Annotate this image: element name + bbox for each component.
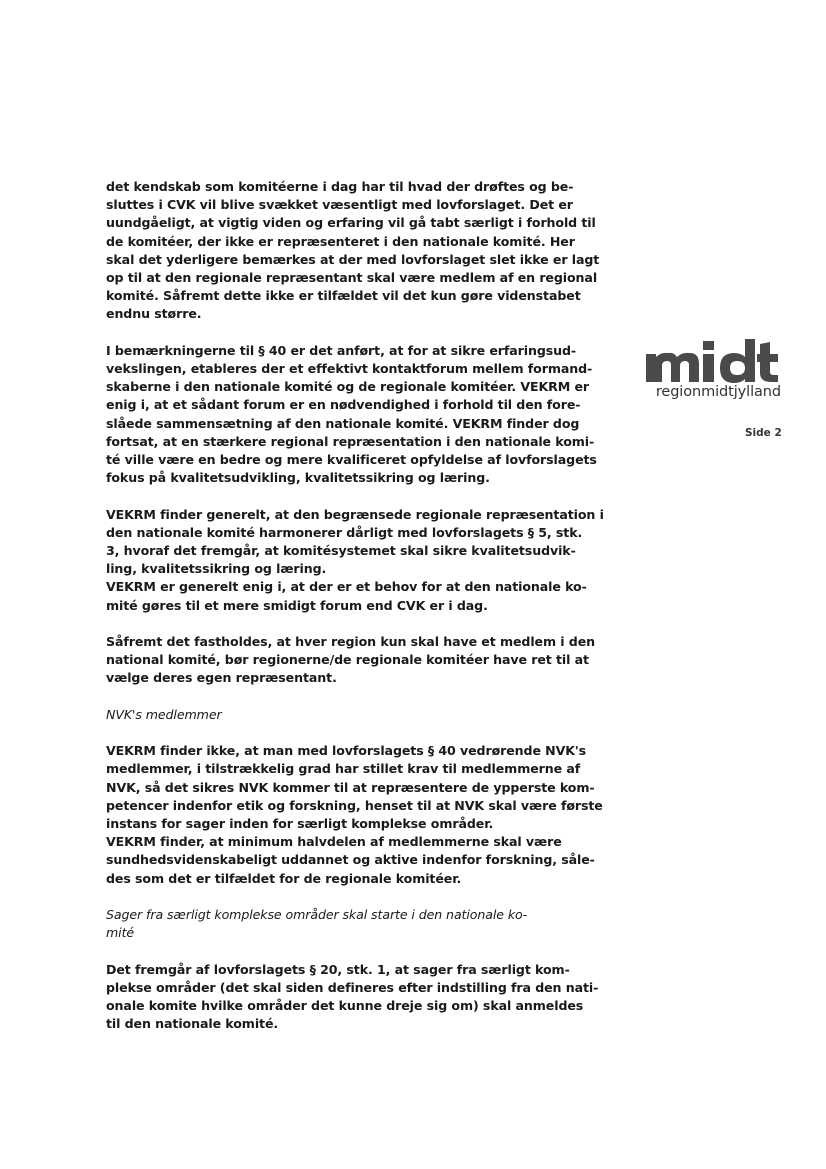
text-line: VEKRM er generelt enig i, at der er et behov for at den nationale ko- [106, 579, 587, 595]
text-line: fokus på kvalitetsudvikling, kvalitetssikring og læring. [106, 470, 490, 486]
heading-line: Sager fra særligt komplekse områder skal starte i den nationale ko- [106, 907, 528, 923]
text-line: VEKRM finder generelt, at den begrænsede regionale repræsentation i [106, 506, 604, 522]
text-line: VEKRM finder ikke, at man med lovforslagets § 40 vedrørende NVK's [106, 743, 587, 759]
text-line: onale komite hvilke områder det kunne dreje sig om) skal anmeldes [106, 998, 584, 1014]
text-line: national komité, bør regionerne/de regionale komitéer have ret til at [106, 652, 589, 668]
text-line: instans for sager inden for særligt komplekse områder. [106, 816, 494, 832]
text-line: fortsat, at en stærkere regional repræsentation i den nationale komi- [106, 433, 595, 449]
section-heading-complex-cases [106, 906, 572, 942]
text-line: slåede sammensætning af den nationale komité. VEKRM finder dog [106, 415, 580, 431]
text-line: sundhedsvidenskabeligt uddannet og aktive indenfor forskning, såle- [106, 852, 595, 868]
paragraph-4 [106, 633, 596, 688]
text-line: til den nationale komité. [106, 1016, 279, 1032]
text-line: té ville være en bedre og mere kvalificeret opfyldelse af lovforslagets [106, 452, 597, 468]
text-line: vælge deres egen repræsentant. [106, 670, 337, 686]
text-line: den nationale komité harmonerer dårligt med lovforslagets § 5, stk. [106, 524, 583, 540]
paragraph-5 [106, 742, 603, 888]
text-line: petencer indenfor etik og forskning, henset til at NVK skal være første [106, 797, 603, 813]
text-line: komité. Såfremt dette ikke er tilfældet vil det kun gøre videnstabet [106, 288, 581, 304]
heading-line: NVK's medlemmer [106, 706, 222, 722]
paragraph-6 [106, 961, 599, 1034]
text-line: sluttes i CVK vil blive svækket væsentligt med lovforslaget. Det er [106, 197, 573, 213]
paragraph-1 [106, 178, 600, 324]
logo-subtitle: regionmidtjylland [655, 384, 781, 400]
text-line: Det fremgår af lovforslagets § 20, stk. 1, at sager fra særligt kom- [106, 961, 570, 977]
text-line: 3, hvoraf det fremgår, at komitésystemet skal sikre kvalitetsudvik- [106, 543, 576, 559]
text-line: skal det yderligere bemærkes at der med lovforslaget slet ikke er lagt [106, 251, 600, 267]
text-line: endnu større. [106, 306, 202, 322]
text-line: ling, kvalitetssikring og læring. [106, 561, 327, 577]
text-line: NVK, så det sikres NVK kommer til at repræsentere de ypperste kom- [106, 779, 595, 795]
text-line: uundgåeligt, at vigtig viden og erfaring vil gå tabt særligt i forhold til [106, 215, 596, 231]
letter-body [106, 178, 604, 1052]
region-midt-logo [640, 336, 785, 400]
heading-line: mité [106, 925, 135, 941]
text-line: enig i, at et sådant forum er en nødvendighed i forhold til den fore- [106, 397, 581, 413]
text-line: mité gøres til et mere smidigt forum end CVK er i dag. [106, 597, 488, 613]
text-line: Såfremt det fastholdes, at hver region kun skal have et medlem i den [106, 634, 596, 650]
text-line: I bemærkningerne til § 40 er det anført, at for at sikre erfaringsud- [106, 342, 577, 358]
text-line: det kendskab som komitéerne i dag har til hvad der drøftes og be- [106, 179, 574, 194]
section-heading-nvk-members [106, 706, 572, 724]
text-line: des som det er tilfældet for de regionale komitéer. [106, 870, 462, 886]
text-line: plekse områder (det skal siden defineres efter indstilling fra den nati- [106, 979, 599, 995]
text-line: medlemmer, i tilstrækkelig grad har stillet krav til medlemmerne af [106, 761, 581, 777]
page-number-label: Side 2 [745, 427, 782, 439]
text-line: vekslingen, etableres der et effektivt kontaktforum mellem formand- [106, 361, 593, 377]
midt-logo-mark [644, 336, 780, 384]
paragraph-2 [106, 342, 597, 488]
text-line: de komitéer, der ikke er repræsenteret i den nationale komité. Her [106, 233, 575, 249]
text-line: skaberne i den nationale komité og de regionale komitéer. VEKRM er [106, 379, 589, 395]
text-line: op til at den regionale repræsentant skal være medlem af en regional [106, 270, 598, 286]
paragraph-3 [106, 506, 604, 615]
text-line: VEKRM finder, at minimum halvdelen af medlemmerne skal være [106, 834, 562, 850]
